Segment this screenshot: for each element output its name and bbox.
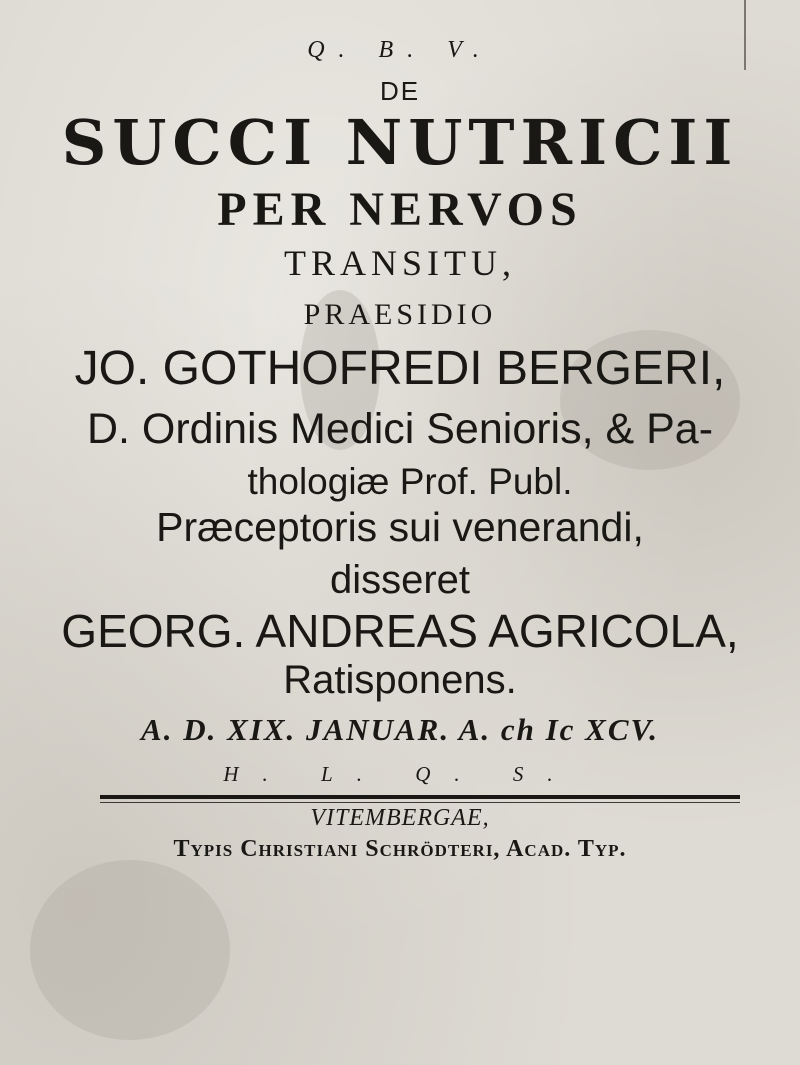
author-origin: Ratisponens. [283,658,517,702]
title-line-2: PER NERVOS [217,183,583,236]
author-name: GEORG. ANDREAS AGRICOLA, [61,605,739,657]
time-line: H. L. Q. S. [223,762,577,786]
divider-rule [100,795,740,799]
place-of-printing: VITEMBERGAE, [310,805,490,831]
presider-title-line-1: D. Ordinis Medici Senioris, & Pa- [86,405,714,453]
title-line-3: TRANSITU, [284,243,516,283]
de-word: DE [379,76,421,106]
disseret-word: disseret [329,558,471,602]
printer-line: Typis Christiani Schrödteri, Acad. Typ. [173,836,627,862]
date-line: A. D. XIX. JANUAR. A. ch Ic XCV. [141,712,659,747]
paper-stain [30,860,230,1040]
presider-title-line-2: thologiæ Prof. Publ. [247,461,573,502]
presider-name: JO. GOTHOFREDI BERGERI, [74,342,726,395]
header-initials: Q. B. V. [307,37,493,63]
presider-title-line-3: Præceptoris sui venerandi, [156,504,644,550]
title-line-1: SUCCI NUTRICII [61,106,739,179]
praesidio-label: PRAESIDIO [303,298,497,331]
